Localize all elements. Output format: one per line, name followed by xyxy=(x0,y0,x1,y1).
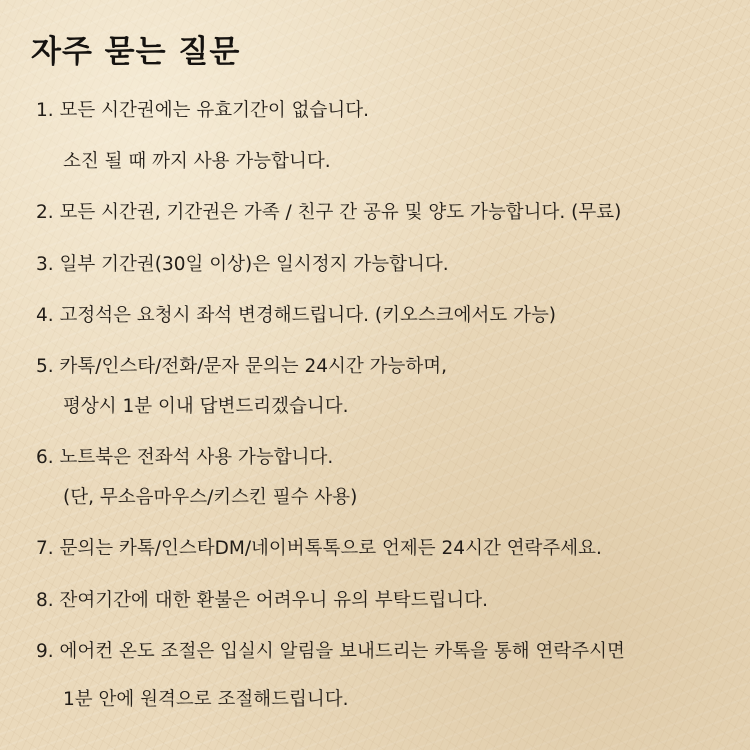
faq-item-text: 9. 에어컨 온도 조절은 입실시 알림을 보내드리는 카톡을 통해 연락주시면 xyxy=(36,641,625,662)
faq-item-text: 7. 문의는 카톡/인스타DM/네이버톡톡으로 언제든 24시간 연락주세요. xyxy=(36,538,602,559)
page-title: 자주 묻는 질문 xyxy=(31,34,241,70)
faq-item-continuation: 평상시 1분 이내 답변드리겠습니다. xyxy=(63,396,349,417)
faq-item-text: 3. 일부 기간권(30일 이상)은 일시정지 가능합니다. xyxy=(36,254,449,275)
faq-item-text: 2. 모든 시간권, 기간권은 가족 / 친구 간 공유 및 양도 가능합니다. (무료) xyxy=(36,202,622,223)
faq-item-continuation: 소진 될 때 까지 사용 가능합니다. xyxy=(63,151,331,172)
faq-item-continuation: 1분 안에 원격으로 조절해드립니다. xyxy=(63,689,349,710)
faq-item-text: 6. 노트북은 전좌석 사용 가능합니다. xyxy=(36,447,334,468)
faq-item-text: 4. 고정석은 요청시 좌석 변경해드립니다. (키오스크에서도 가능) xyxy=(36,305,557,326)
faq-item-text: 8. 잔여기간에 대한 환불은 어려우니 유의 부탁드립니다. xyxy=(36,590,488,611)
faq-item-text: 1. 모든 시간권에는 유효기간이 없습니다. xyxy=(36,100,369,121)
faq-item-text: 5. 카톡/인스타/전화/문자 문의는 24시간 가능하며, xyxy=(36,356,447,377)
faq-item-continuation: (단, 무소음마우스/키스킨 필수 사용) xyxy=(63,487,358,508)
